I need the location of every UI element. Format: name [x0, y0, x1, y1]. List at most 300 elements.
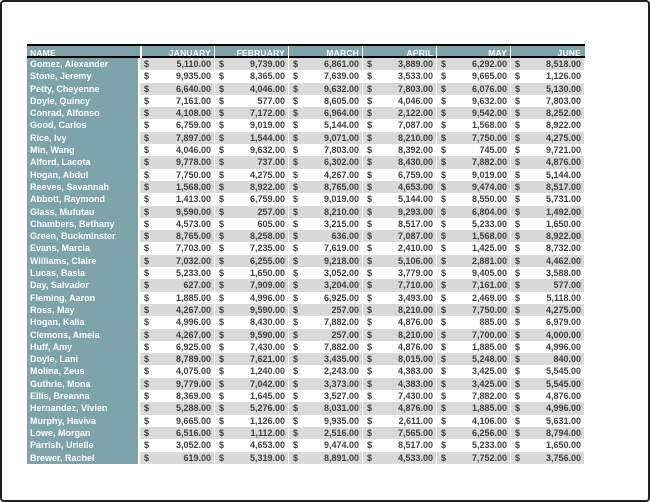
amount-cell-march[interactable] — [288, 267, 362, 279]
amount-cell-april[interactable] — [362, 193, 436, 205]
amount-cell-june[interactable] — [510, 402, 584, 414]
currency-symbol: $ — [144, 218, 150, 229]
name-cell[interactable]: Rice, Ivy — [27, 132, 140, 144]
amount-cell-april[interactable] — [362, 390, 436, 402]
amount-cell-april[interactable] — [362, 242, 436, 254]
amount-cell-february[interactable] — [214, 255, 288, 267]
amount-cell-june[interactable] — [510, 83, 584, 95]
amount-cell-january[interactable] — [140, 206, 214, 218]
name-cell[interactable]: Doyle, Lani — [27, 353, 140, 365]
amount-cell-february[interactable] — [214, 193, 288, 205]
amount-cell-january[interactable] — [140, 378, 214, 390]
column-header-february[interactable]: FEBRUARY — [214, 46, 288, 58]
amount-cell-may[interactable] — [436, 292, 510, 304]
name-cell[interactable]: Alford, Lacota — [27, 156, 140, 168]
amount-cell-february[interactable] — [214, 415, 288, 427]
column-header-january[interactable]: JANUARY — [140, 46, 214, 58]
amount-cell-march[interactable] — [288, 144, 362, 156]
name-cell[interactable]: Day, Salvador — [27, 279, 140, 291]
amount-cell-april[interactable] — [362, 119, 436, 131]
amount-cell-june[interactable] — [510, 292, 584, 304]
currency-symbol: $ — [441, 108, 447, 119]
amount-value: 1,885.00 — [471, 341, 507, 352]
currency-symbol: $ — [293, 268, 299, 279]
amount-cell-june[interactable] — [510, 390, 584, 402]
amount-cell-april[interactable] — [362, 292, 436, 304]
amount-cell-may[interactable] — [436, 255, 510, 267]
amount-cell-march[interactable] — [288, 390, 362, 402]
amount-cell-march[interactable] — [288, 218, 362, 230]
amount-cell-june[interactable] — [510, 144, 584, 156]
amount-cell-may[interactable] — [436, 390, 510, 402]
amount-cell-april[interactable] — [362, 70, 436, 82]
name-cell[interactable]: Petty, Cheyenne — [27, 83, 140, 95]
amount-value: 6,255.00 — [249, 255, 285, 266]
amount-cell-march[interactable] — [288, 378, 362, 390]
amount-cell-march[interactable] — [288, 452, 362, 464]
amount-cell-january[interactable] — [140, 119, 214, 131]
amount-cell-january[interactable] — [140, 169, 214, 181]
name-cell[interactable]: Brewer, Rachel — [27, 452, 140, 464]
amount-cell-january[interactable] — [140, 181, 214, 193]
amount-value: 6,925.00 — [323, 292, 359, 303]
amount-cell-march[interactable] — [288, 279, 362, 291]
amount-cell-march[interactable] — [288, 341, 362, 353]
amount-cell-january[interactable] — [140, 402, 214, 414]
amount-cell-january[interactable] — [140, 255, 214, 267]
amount-cell-january[interactable] — [140, 58, 214, 70]
amount-cell-january[interactable] — [140, 144, 214, 156]
amount-cell-may[interactable] — [436, 58, 510, 70]
amount-value: 4,046.00 — [249, 83, 285, 94]
amount-cell-january[interactable] — [140, 304, 214, 316]
amount-cell-may[interactable] — [436, 144, 510, 156]
name-cell[interactable]: Abbott, Raymond — [27, 193, 140, 205]
amount-cell-april[interactable] — [362, 304, 436, 316]
column-header-may[interactable]: MAY — [436, 46, 510, 58]
amount-cell-may[interactable] — [436, 329, 510, 341]
name-cell[interactable]: Molina, Zeus — [27, 365, 140, 377]
name-cell[interactable]: Stone, Jeremy — [27, 70, 140, 82]
name-cell[interactable]: Glass, Mufutau — [27, 206, 140, 218]
amount-cell-march[interactable] — [288, 304, 362, 316]
name-cell[interactable]: Lucas, Basia — [27, 267, 140, 279]
amount-cell-february[interactable] — [214, 218, 288, 230]
amount-cell-march[interactable] — [288, 292, 362, 304]
amount-cell-april[interactable] — [362, 132, 436, 144]
amount-value: 9,542.00 — [471, 108, 507, 119]
amount-cell-may[interactable] — [436, 378, 510, 390]
amount-cell-february[interactable] — [214, 316, 288, 328]
amount-cell-january[interactable] — [140, 132, 214, 144]
amount-cell-april[interactable] — [362, 181, 436, 193]
amount-cell-may[interactable] — [436, 316, 510, 328]
amount-cell-june[interactable] — [510, 132, 584, 144]
amount-cell-april[interactable] — [362, 439, 436, 451]
amount-value: 8,365.00 — [249, 71, 285, 82]
amount-cell-april[interactable] — [362, 206, 436, 218]
amount-cell-june[interactable] — [510, 206, 584, 218]
name-cell[interactable]: Murphy, Haviva — [27, 415, 140, 427]
amount-cell-may[interactable] — [436, 95, 510, 107]
amount-cell-march[interactable] — [288, 316, 362, 328]
name-cell[interactable]: Hernandez, Vivien — [27, 402, 140, 414]
currency-symbol: $ — [367, 95, 373, 106]
column-header-march[interactable]: MARCH — [288, 46, 362, 58]
name-cell[interactable]: Huff, Amy — [27, 341, 140, 353]
amount-cell-june[interactable] — [510, 341, 584, 353]
amount-cell-may[interactable] — [436, 230, 510, 242]
table-row — [27, 378, 585, 390]
amount-cell-february[interactable] — [214, 95, 288, 107]
amount-cell-march[interactable] — [288, 255, 362, 267]
amount-cell-february[interactable] — [214, 365, 288, 377]
amount-cell-april[interactable] — [362, 452, 436, 464]
amount-cell-may[interactable] — [436, 452, 510, 464]
amount-cell-may[interactable] — [436, 181, 510, 193]
amount-value: 7,032.00 — [175, 255, 211, 266]
currency-symbol: $ — [441, 329, 447, 340]
amount-cell-february[interactable] — [214, 83, 288, 95]
amount-cell-may[interactable] — [436, 132, 510, 144]
amount-cell-june[interactable] — [510, 218, 584, 230]
amount-cell-june[interactable] — [510, 439, 584, 451]
amount-cell-february[interactable] — [214, 452, 288, 464]
name-cell[interactable]: Conrad, Alfonso — [27, 107, 140, 119]
name-cell[interactable]: Ross, May — [27, 304, 140, 316]
amount-cell-april[interactable] — [362, 255, 436, 267]
amount-cell-june[interactable] — [510, 181, 584, 193]
amount-cell-april[interactable] — [362, 427, 436, 439]
currency-symbol: $ — [293, 378, 299, 389]
amount-cell-february[interactable] — [214, 144, 288, 156]
amount-cell-may[interactable] — [436, 218, 510, 230]
name-cell[interactable]: Min, Wang — [27, 144, 140, 156]
amount-cell-march[interactable] — [288, 206, 362, 218]
amount-cell-march[interactable] — [288, 365, 362, 377]
amount-value: 5,248.00 — [471, 354, 507, 365]
amount-cell-february[interactable] — [214, 402, 288, 414]
amount-cell-april[interactable] — [362, 107, 436, 119]
name-cell[interactable]: Green, Buckminster — [27, 230, 140, 242]
amount-cell-january[interactable] — [140, 193, 214, 205]
amount-cell-may[interactable] — [436, 353, 510, 365]
currency-symbol: $ — [367, 341, 373, 352]
currency-symbol: $ — [367, 194, 373, 205]
amount-cell-april[interactable] — [362, 402, 436, 414]
amount-value: 7,703.00 — [175, 243, 211, 254]
currency-symbol: $ — [293, 341, 299, 352]
amount-cell-april[interactable] — [362, 83, 436, 95]
amount-value: 7,700.00 — [471, 329, 507, 340]
name-cell[interactable]: Ellis, Breanna — [27, 390, 140, 402]
amount-value: 3,756.00 — [545, 452, 581, 463]
amount-cell-may[interactable] — [436, 304, 510, 316]
name-cell[interactable]: Lowe, Morgan — [27, 427, 140, 439]
currency-symbol: $ — [293, 108, 299, 119]
amount-cell-april[interactable] — [362, 353, 436, 365]
name-cell[interactable]: Clemons, Amela — [27, 329, 140, 341]
amount-value: 6,979.00 — [545, 317, 581, 328]
currency-symbol: $ — [293, 280, 299, 291]
amount-cell-january[interactable] — [140, 353, 214, 365]
amount-cell-february[interactable] — [214, 242, 288, 254]
amount-cell-february[interactable] — [214, 181, 288, 193]
amount-cell-may[interactable] — [436, 169, 510, 181]
table-row — [27, 390, 585, 402]
name-cell[interactable]: Evans, Marcia — [27, 242, 140, 254]
amount-cell-april[interactable] — [362, 156, 436, 168]
amount-cell-january[interactable] — [140, 70, 214, 82]
amount-cell-february[interactable] — [214, 378, 288, 390]
name-cell[interactable]: Hogan, Kalia — [27, 316, 140, 328]
amount-cell-february[interactable] — [214, 156, 288, 168]
currency-symbol: $ — [515, 157, 521, 168]
amount-value: 8,392.00 — [397, 145, 433, 156]
amount-cell-may[interactable] — [436, 402, 510, 414]
amount-cell-may[interactable] — [436, 415, 510, 427]
amount-cell-march[interactable] — [288, 329, 362, 341]
amount-cell-june[interactable] — [510, 279, 584, 291]
amount-cell-april[interactable] — [362, 279, 436, 291]
amount-cell-january[interactable] — [140, 230, 214, 242]
amount-cell-march[interactable] — [288, 119, 362, 131]
amount-value: 257.00 — [257, 206, 285, 217]
amount-cell-march[interactable] — [288, 70, 362, 82]
table-row — [27, 415, 585, 427]
amount-value: 3,533.00 — [397, 71, 433, 82]
name-cell[interactable]: Williams, Claire — [27, 255, 140, 267]
amount-cell-may[interactable] — [436, 365, 510, 377]
amount-cell-march[interactable] — [288, 230, 362, 242]
amount-cell-june[interactable] — [510, 415, 584, 427]
amount-cell-april[interactable] — [362, 218, 436, 230]
currency-symbol: $ — [144, 145, 150, 156]
amount-value: 4,876.00 — [397, 317, 433, 328]
amount-cell-april[interactable] — [362, 169, 436, 181]
amount-cell-may[interactable] — [436, 193, 510, 205]
amount-cell-march[interactable] — [288, 156, 362, 168]
amount-cell-april[interactable] — [362, 378, 436, 390]
amount-cell-may[interactable] — [436, 267, 510, 279]
amount-cell-february[interactable] — [214, 70, 288, 82]
amount-cell-may[interactable] — [436, 439, 510, 451]
amount-cell-february[interactable] — [214, 206, 288, 218]
amount-cell-march[interactable] — [288, 402, 362, 414]
amount-cell-february[interactable] — [214, 353, 288, 365]
amount-cell-march[interactable] — [288, 439, 362, 451]
amount-cell-february[interactable] — [214, 329, 288, 341]
amount-cell-june[interactable] — [510, 70, 584, 82]
amount-cell-january[interactable] — [140, 242, 214, 254]
amount-cell-march[interactable] — [288, 58, 362, 70]
amount-cell-april[interactable] — [362, 267, 436, 279]
amount-value: 9,590.00 — [249, 304, 285, 315]
currency-symbol: $ — [219, 452, 225, 463]
currency-symbol: $ — [144, 95, 150, 106]
currency-symbol: $ — [367, 206, 373, 217]
amount-cell-may[interactable] — [436, 206, 510, 218]
table-row — [27, 402, 585, 414]
column-header-name[interactable]: NAME — [30, 48, 56, 58]
currency-symbol: $ — [293, 206, 299, 217]
amount-cell-june[interactable] — [510, 119, 584, 131]
name-cell[interactable]: Chambers, Bethany — [27, 218, 140, 230]
amount-cell-june[interactable] — [510, 255, 584, 267]
amount-cell-january[interactable] — [140, 279, 214, 291]
amount-cell-january[interactable] — [140, 267, 214, 279]
amount-cell-january[interactable] — [140, 365, 214, 377]
currency-symbol: $ — [219, 120, 225, 131]
amount-cell-february[interactable] — [214, 107, 288, 119]
amount-cell-january[interactable] — [140, 292, 214, 304]
amount-cell-may[interactable] — [436, 279, 510, 291]
currency-symbol: $ — [219, 378, 225, 389]
amount-cell-march[interactable] — [288, 132, 362, 144]
amount-cell-march[interactable] — [288, 169, 362, 181]
amount-cell-january[interactable] — [140, 341, 214, 353]
amount-cell-february[interactable] — [214, 390, 288, 402]
currency-symbol: $ — [441, 255, 447, 266]
amount-cell-april[interactable] — [362, 95, 436, 107]
amount-cell-january[interactable] — [140, 218, 214, 230]
currency-symbol: $ — [219, 304, 225, 315]
amount-cell-march[interactable] — [288, 181, 362, 193]
currency-symbol: $ — [144, 317, 150, 328]
amount-value: 4,106.00 — [471, 415, 507, 426]
amount-cell-january[interactable] — [140, 95, 214, 107]
amount-cell-june[interactable] — [510, 107, 584, 119]
name-cell[interactable]: Gomez, Alexander — [27, 58, 140, 70]
currency-symbol: $ — [293, 255, 299, 266]
name-cell[interactable]: Doyle, Quincy — [27, 95, 140, 107]
amount-cell-june[interactable] — [510, 230, 584, 242]
amount-cell-may[interactable] — [436, 70, 510, 82]
amount-cell-march[interactable] — [288, 242, 362, 254]
amount-cell-february[interactable] — [214, 58, 288, 70]
amount-cell-february[interactable] — [214, 119, 288, 131]
name-cell[interactable]: Reeves, Savannah — [27, 181, 140, 193]
amount-cell-june[interactable] — [510, 378, 584, 390]
name-cell[interactable]: Hogan, Abdul — [27, 169, 140, 181]
currency-symbol: $ — [367, 427, 373, 438]
amount-cell-may[interactable] — [436, 427, 510, 439]
amount-cell-february[interactable] — [214, 427, 288, 439]
table-row — [27, 304, 585, 316]
amount-cell-may[interactable] — [436, 107, 510, 119]
amount-cell-march[interactable] — [288, 415, 362, 427]
amount-cell-june[interactable] — [510, 427, 584, 439]
amount-cell-june[interactable] — [510, 193, 584, 205]
amount-cell-june[interactable] — [510, 365, 584, 377]
amount-cell-march[interactable] — [288, 95, 362, 107]
amount-value: 1,650.00 — [249, 268, 285, 279]
amount-cell-may[interactable] — [436, 119, 510, 131]
currency-symbol: $ — [367, 132, 373, 143]
amount-value: 5,288.00 — [175, 403, 211, 414]
amount-cell-june[interactable] — [510, 316, 584, 328]
amount-cell-january[interactable] — [140, 83, 214, 95]
name-cell[interactable]: Guthrie, Mona — [27, 378, 140, 390]
amount-cell-june[interactable] — [510, 329, 584, 341]
amount-cell-january[interactable] — [140, 329, 214, 341]
amount-cell-february[interactable] — [214, 169, 288, 181]
amount-cell-april[interactable] — [362, 341, 436, 353]
amount-cell-january[interactable] — [140, 452, 214, 464]
amount-cell-march[interactable] — [288, 107, 362, 119]
column-header-june[interactable]: JUNE — [510, 46, 584, 58]
amount-cell-june[interactable] — [510, 267, 584, 279]
amount-value: 6,925.00 — [175, 341, 211, 352]
amount-cell-february[interactable] — [214, 292, 288, 304]
name-cell[interactable]: Good, Carlos — [27, 119, 140, 131]
amount-cell-april[interactable] — [362, 58, 436, 70]
amount-value: 7,639.00 — [323, 71, 359, 82]
amount-cell-may[interactable] — [436, 341, 510, 353]
amount-cell-june[interactable] — [510, 452, 584, 464]
amount-value: 9,739.00 — [249, 59, 285, 69]
amount-cell-march[interactable] — [288, 427, 362, 439]
amount-cell-january[interactable] — [140, 415, 214, 427]
currency-symbol: $ — [441, 415, 447, 426]
column-header-april[interactable]: APRIL — [362, 46, 436, 58]
amount-cell-february[interactable] — [214, 279, 288, 291]
amount-cell-april[interactable] — [362, 316, 436, 328]
amount-cell-april[interactable] — [362, 230, 436, 242]
amount-cell-june[interactable] — [510, 95, 584, 107]
amount-cell-february[interactable] — [214, 230, 288, 242]
amount-cell-april[interactable] — [362, 144, 436, 156]
amount-value: 5,233.00 — [175, 268, 211, 279]
name-cell[interactable]: Parrish, Urielle — [27, 439, 140, 451]
amount-value: 8,252.00 — [545, 108, 581, 119]
amount-cell-february[interactable] — [214, 341, 288, 353]
amount-cell-january[interactable] — [140, 156, 214, 168]
amount-cell-may[interactable] — [436, 242, 510, 254]
amount-cell-may[interactable] — [436, 83, 510, 95]
amount-value: 4,000.00 — [545, 329, 581, 340]
amount-cell-february[interactable] — [214, 439, 288, 451]
amount-cell-june[interactable] — [510, 169, 584, 181]
name-cell[interactable]: Fleming, Aaron — [27, 292, 140, 304]
amount-cell-january[interactable] — [140, 316, 214, 328]
amount-cell-february[interactable] — [214, 267, 288, 279]
amount-cell-june[interactable] — [510, 156, 584, 168]
amount-cell-march[interactable] — [288, 353, 362, 365]
currency-symbol: $ — [219, 83, 225, 94]
currency-symbol: $ — [441, 366, 447, 377]
amount-cell-january[interactable] — [140, 427, 214, 439]
amount-value: 5,144.00 — [323, 120, 359, 131]
amount-cell-june[interactable] — [510, 353, 584, 365]
amount-cell-june[interactable] — [510, 58, 584, 70]
amount-cell-april[interactable] — [362, 329, 436, 341]
amount-cell-january[interactable] — [140, 107, 214, 119]
amount-cell-january[interactable] — [140, 390, 214, 402]
amount-cell-january[interactable] — [140, 439, 214, 451]
currency-symbol: $ — [367, 329, 373, 340]
amount-cell-february[interactable] — [214, 132, 288, 144]
amount-cell-april[interactable] — [362, 415, 436, 427]
amount-cell-june[interactable] — [510, 304, 584, 316]
amount-cell-april[interactable] — [362, 365, 436, 377]
amount-cell-may[interactable] — [436, 156, 510, 168]
amount-cell-march[interactable] — [288, 83, 362, 95]
amount-cell-june[interactable] — [510, 242, 584, 254]
amount-value: 3,889.00 — [397, 59, 433, 69]
amount-cell-march[interactable] — [288, 193, 362, 205]
amount-cell-february[interactable] — [214, 304, 288, 316]
